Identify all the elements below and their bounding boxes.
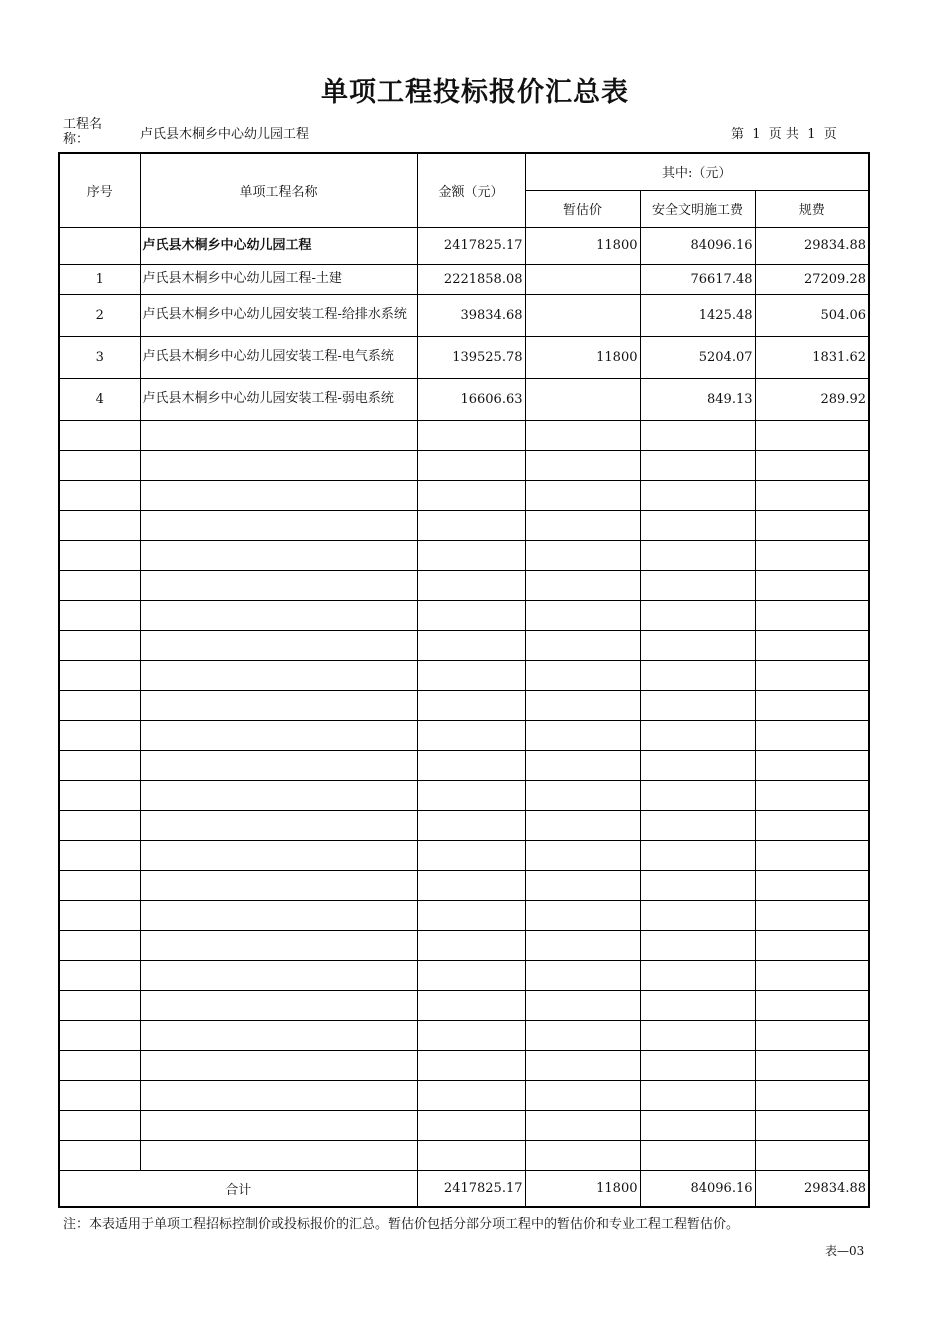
empty-cell — [525, 810, 640, 840]
empty-cell — [417, 750, 525, 780]
empty-cell — [525, 720, 640, 750]
footnote: 注：本表适用于单项工程招标控制价或投标报价的汇总。暂估价包括分部分项工程中的暂估价和专业工程工程暂估价。 — [63, 1217, 740, 1232]
row-provisional: 11800 — [525, 227, 640, 264]
empty-cell — [140, 1050, 417, 1080]
empty-cell — [417, 660, 525, 690]
empty-cell — [140, 930, 417, 960]
empty-cell — [417, 720, 525, 750]
empty-cell — [755, 1050, 869, 1080]
empty-cell — [59, 1080, 140, 1110]
row-seq: 1 — [59, 264, 140, 294]
empty-cell — [525, 570, 640, 600]
header-of-which: 其中:（元） — [525, 153, 869, 190]
row-seq: 2 — [59, 294, 140, 336]
empty-cell — [755, 480, 869, 510]
empty-cell — [755, 630, 869, 660]
empty-cell — [417, 1140, 525, 1170]
empty-cell — [140, 960, 417, 990]
empty-cell — [59, 540, 140, 570]
empty-cell — [755, 900, 869, 930]
empty-cell — [640, 450, 755, 480]
empty-cell — [417, 570, 525, 600]
empty-cell — [525, 690, 640, 720]
empty-cell — [640, 900, 755, 930]
empty-cell — [59, 990, 140, 1020]
total-provisional: 11800 — [525, 1170, 640, 1207]
empty-cell — [755, 870, 869, 900]
empty-cell — [640, 540, 755, 570]
empty-cell — [755, 660, 869, 690]
header-amount: 金额（元） — [417, 153, 525, 227]
empty-cell — [525, 420, 640, 450]
empty-cell — [140, 1080, 417, 1110]
empty-cell — [59, 1140, 140, 1170]
empty-cell — [525, 960, 640, 990]
empty-cell — [525, 990, 640, 1020]
empty-row — [59, 1080, 869, 1110]
empty-row — [59, 630, 869, 660]
empty-cell — [640, 930, 755, 960]
empty-cell — [640, 750, 755, 780]
row-fees: 289.92 — [755, 378, 869, 420]
empty-cell — [417, 810, 525, 840]
empty-cell — [140, 630, 417, 660]
project-name-label: 工程名称： — [63, 117, 103, 147]
empty-cell — [417, 630, 525, 660]
row-safety: 5204.07 — [640, 336, 755, 378]
row-amount: 39834.68 — [417, 294, 525, 336]
empty-row — [59, 1050, 869, 1080]
empty-cell — [59, 570, 140, 600]
empty-row — [59, 1020, 869, 1050]
empty-cell — [140, 510, 417, 540]
row-amount: 139525.78 — [417, 336, 525, 378]
empty-cell — [755, 960, 869, 990]
empty-cell — [59, 1050, 140, 1080]
empty-cell — [755, 570, 869, 600]
empty-cell — [525, 840, 640, 870]
empty-row — [59, 480, 869, 510]
header-provisional: 暂估价 — [525, 190, 640, 227]
empty-cell — [417, 1020, 525, 1050]
empty-cell — [755, 1080, 869, 1110]
row-provisional — [525, 378, 640, 420]
empty-row — [59, 570, 869, 600]
header-name: 单项工程名称 — [140, 153, 417, 227]
empty-cell — [417, 480, 525, 510]
empty-row — [59, 1110, 869, 1140]
empty-cell — [755, 1140, 869, 1170]
empty-cell — [640, 810, 755, 840]
empty-row — [59, 450, 869, 480]
empty-cell — [59, 960, 140, 990]
empty-row — [59, 690, 869, 720]
empty-row — [59, 510, 869, 540]
empty-cell — [140, 750, 417, 780]
project-name: 卢氏县木桐乡中心幼儿园工程 — [140, 127, 310, 142]
empty-row — [59, 900, 869, 930]
empty-cell — [59, 480, 140, 510]
table-row — [59, 294, 869, 336]
empty-cell — [640, 840, 755, 870]
page-title: 单项工程投标报价汇总表 — [321, 77, 629, 108]
empty-cell — [59, 750, 140, 780]
empty-cell — [755, 810, 869, 840]
empty-cell — [755, 1020, 869, 1050]
empty-cell — [755, 930, 869, 960]
row-provisional — [525, 264, 640, 294]
empty-cell — [140, 570, 417, 600]
row-name: 卢氏县木桐乡中心幼儿园工程-土建 — [140, 264, 417, 294]
empty-cell — [417, 780, 525, 810]
empty-cell — [140, 540, 417, 570]
empty-cell — [140, 870, 417, 900]
empty-cell — [140, 600, 417, 630]
empty-cell — [640, 600, 755, 630]
empty-cell — [59, 1110, 140, 1140]
empty-cell — [417, 1050, 525, 1080]
row-name: 卢氏县木桐乡中心幼儿园安装工程-弱电系统 — [140, 378, 417, 420]
row-amount: 2221858.08 — [417, 264, 525, 294]
row-name: 卢氏县木桐乡中心幼儿园安装工程-给排水系统 — [140, 294, 417, 336]
empty-cell — [140, 900, 417, 930]
table-row — [59, 264, 869, 294]
empty-cell — [755, 600, 869, 630]
empty-cell — [59, 690, 140, 720]
empty-row — [59, 990, 869, 1020]
empty-cell — [755, 690, 869, 720]
header-fees: 规费 — [755, 190, 869, 227]
empty-cell — [525, 930, 640, 960]
empty-cell — [640, 510, 755, 540]
empty-row — [59, 420, 869, 450]
row-safety: 1425.48 — [640, 294, 755, 336]
empty-cell — [755, 540, 869, 570]
row-name: 卢氏县木桐乡中心幼儿园安装工程-电气系统 — [140, 336, 417, 378]
empty-cell — [140, 720, 417, 750]
empty-cell — [755, 420, 869, 450]
empty-cell — [140, 990, 417, 1020]
empty-cell — [59, 720, 140, 750]
empty-cell — [140, 420, 417, 450]
empty-cell — [59, 600, 140, 630]
empty-cell — [525, 540, 640, 570]
empty-cell — [525, 780, 640, 810]
empty-cell — [640, 660, 755, 690]
empty-cell — [640, 1020, 755, 1050]
empty-cell — [640, 630, 755, 660]
row-fees: 1831.62 — [755, 336, 869, 378]
empty-cell — [640, 960, 755, 990]
empty-row — [59, 720, 869, 750]
empty-cell — [640, 780, 755, 810]
empty-cell — [755, 840, 869, 870]
row-fees: 27209.28 — [755, 264, 869, 294]
empty-cell — [525, 480, 640, 510]
empty-cell — [525, 870, 640, 900]
summary-table — [58, 152, 870, 1208]
empty-cell — [59, 630, 140, 660]
empty-cell — [525, 510, 640, 540]
empty-cell — [640, 1140, 755, 1170]
form-number: 表—03 — [825, 1244, 865, 1258]
empty-cell — [525, 1080, 640, 1110]
empty-row — [59, 840, 869, 870]
empty-cell — [140, 1140, 417, 1170]
empty-cell — [417, 420, 525, 450]
empty-cell — [417, 510, 525, 540]
empty-cell — [755, 750, 869, 780]
empty-cell — [417, 900, 525, 930]
empty-cell — [59, 840, 140, 870]
header-seq: 序号 — [59, 153, 140, 227]
row-fees: 29834.88 — [755, 227, 869, 264]
empty-cell — [417, 1110, 525, 1140]
row-provisional: 11800 — [525, 336, 640, 378]
empty-cell — [525, 750, 640, 780]
empty-cell — [755, 990, 869, 1020]
row-safety: 849.13 — [640, 378, 755, 420]
empty-cell — [140, 690, 417, 720]
empty-cell — [140, 1020, 417, 1050]
empty-cell — [59, 780, 140, 810]
empty-cell — [140, 450, 417, 480]
empty-cell — [640, 480, 755, 510]
empty-row — [59, 810, 869, 840]
total-safety: 84096.16 — [640, 1170, 755, 1207]
total-amount: 2417825.17 — [417, 1170, 525, 1207]
empty-cell — [417, 870, 525, 900]
empty-cell — [417, 930, 525, 960]
row-safety: 84096.16 — [640, 227, 755, 264]
empty-cell — [755, 780, 869, 810]
page-info: 第 1 页 共 1 页 — [731, 127, 837, 142]
empty-row — [59, 750, 869, 780]
empty-cell — [755, 450, 869, 480]
empty-cell — [525, 1050, 640, 1080]
empty-cell — [417, 690, 525, 720]
empty-cell — [140, 1110, 417, 1140]
empty-cell — [59, 810, 140, 840]
empty-cell — [59, 510, 140, 540]
empty-cell — [525, 600, 640, 630]
table-row — [59, 336, 869, 378]
table-row — [59, 378, 869, 420]
empty-cell — [640, 1080, 755, 1110]
table-row — [59, 227, 869, 264]
total-row — [59, 1170, 869, 1207]
empty-cell — [140, 840, 417, 870]
total-label: 合计 — [59, 1170, 417, 1207]
empty-cell — [140, 660, 417, 690]
empty-cell — [640, 720, 755, 750]
row-provisional — [525, 294, 640, 336]
empty-cell — [525, 1140, 640, 1170]
empty-cell — [755, 720, 869, 750]
empty-cell — [640, 1110, 755, 1140]
empty-cell — [59, 450, 140, 480]
empty-cell — [417, 540, 525, 570]
empty-cell — [59, 420, 140, 450]
row-fees: 504.06 — [755, 294, 869, 336]
empty-row — [59, 930, 869, 960]
empty-cell — [59, 900, 140, 930]
empty-cell — [525, 450, 640, 480]
row-seq: 3 — [59, 336, 140, 378]
total-fees: 29834.88 — [755, 1170, 869, 1207]
row-name: 卢氏县木桐乡中心幼儿园工程 — [140, 227, 417, 264]
row-amount: 2417825.17 — [417, 227, 525, 264]
empty-row — [59, 540, 869, 570]
empty-cell — [525, 660, 640, 690]
empty-row — [59, 780, 869, 810]
empty-row — [59, 1140, 869, 1170]
empty-cell — [417, 840, 525, 870]
empty-row — [59, 600, 869, 630]
empty-cell — [417, 450, 525, 480]
row-seq — [59, 227, 140, 264]
empty-cell — [640, 1050, 755, 1080]
empty-cell — [59, 930, 140, 960]
empty-cell — [525, 1020, 640, 1050]
empty-cell — [59, 1020, 140, 1050]
row-seq: 4 — [59, 378, 140, 420]
empty-row — [59, 870, 869, 900]
empty-cell — [525, 630, 640, 660]
empty-cell — [755, 1110, 869, 1140]
empty-cell — [755, 510, 869, 540]
empty-cell — [640, 690, 755, 720]
empty-cell — [525, 1110, 640, 1140]
empty-cell — [140, 780, 417, 810]
row-amount: 16606.63 — [417, 378, 525, 420]
empty-row — [59, 660, 869, 690]
empty-cell — [525, 900, 640, 930]
row-safety: 76617.48 — [640, 264, 755, 294]
empty-cell — [417, 960, 525, 990]
empty-cell — [640, 420, 755, 450]
empty-cell — [640, 870, 755, 900]
header-safety: 安全文明施工费 — [640, 190, 755, 227]
empty-cell — [640, 570, 755, 600]
empty-cell — [417, 1080, 525, 1110]
empty-cell — [59, 660, 140, 690]
empty-cell — [417, 990, 525, 1020]
empty-cell — [59, 870, 140, 900]
empty-cell — [140, 810, 417, 840]
empty-cell — [140, 480, 417, 510]
empty-cell — [417, 600, 525, 630]
empty-cell — [640, 990, 755, 1020]
empty-row — [59, 960, 869, 990]
